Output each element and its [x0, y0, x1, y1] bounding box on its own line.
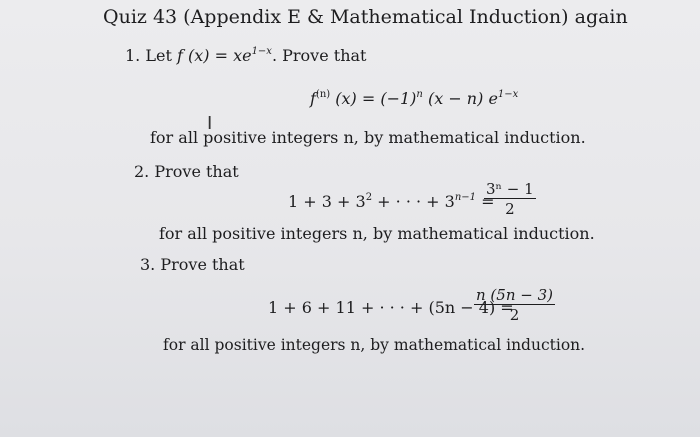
problem-1-function: f (x) = xe [176, 46, 252, 65]
problem-2-footer: for all positive integers n, by mathematical induction. [159, 224, 595, 243]
p2-numerator: 3ⁿ − 1 [486, 180, 534, 198]
eq-derivative-order: (n) [315, 89, 331, 100]
problem-1-exponent: 1−x [251, 46, 272, 57]
p2-equals: = [481, 192, 495, 211]
problem-1-equation [310, 89, 518, 108]
problem-3-prove: Prove that [160, 255, 245, 274]
p3-denominator: 2 [509, 306, 520, 324]
eq-lhs-rest: (x) = (−1) [330, 89, 417, 108]
eq-f: f [310, 89, 316, 108]
p2-denominator: 2 [505, 200, 515, 218]
problem-2-intro [134, 162, 239, 181]
problem-1-footer: for all positive integers n, by mathematical induction. [150, 128, 586, 147]
problem-3-intro [140, 255, 245, 274]
problem-3-footer: for all positive integers n, by mathematical induction. [163, 336, 586, 354]
eq-middle: (x − n) e [422, 89, 498, 108]
problem-2-prove: Prove that [154, 162, 239, 181]
p2-lhs-a: 1 + 3 + 3 [288, 192, 366, 211]
problem-2-lhs [288, 192, 495, 211]
problem-1-intro [125, 46, 366, 65]
p2-lhs-b: + · · · + 3 [372, 192, 455, 211]
quiz-title: Quiz 43 (Appendix E & Mathematical Induction) again [103, 6, 628, 28]
p3-numerator: n (5n − 3) [476, 286, 553, 304]
eq-power: n [416, 89, 423, 100]
problem-3-fraction [474, 286, 555, 324]
eq-exponent: 1−x [497, 89, 519, 100]
problem-number: 3. [140, 255, 156, 274]
problem-number: 1. [125, 46, 141, 65]
problem-2-fraction [484, 180, 536, 218]
text-cursor-icon: I [207, 113, 213, 134]
problem-number: 2. [134, 162, 150, 181]
p2-square: 2 [365, 192, 373, 203]
problem-1-prove: . Prove that [271, 46, 367, 65]
problem-1-let: Let [145, 46, 177, 65]
p2-exp: n−1 [454, 192, 477, 203]
problem-3-lhs: 1 + 6 + 11 + · · · + (5n − 4) = [268, 298, 514, 317]
